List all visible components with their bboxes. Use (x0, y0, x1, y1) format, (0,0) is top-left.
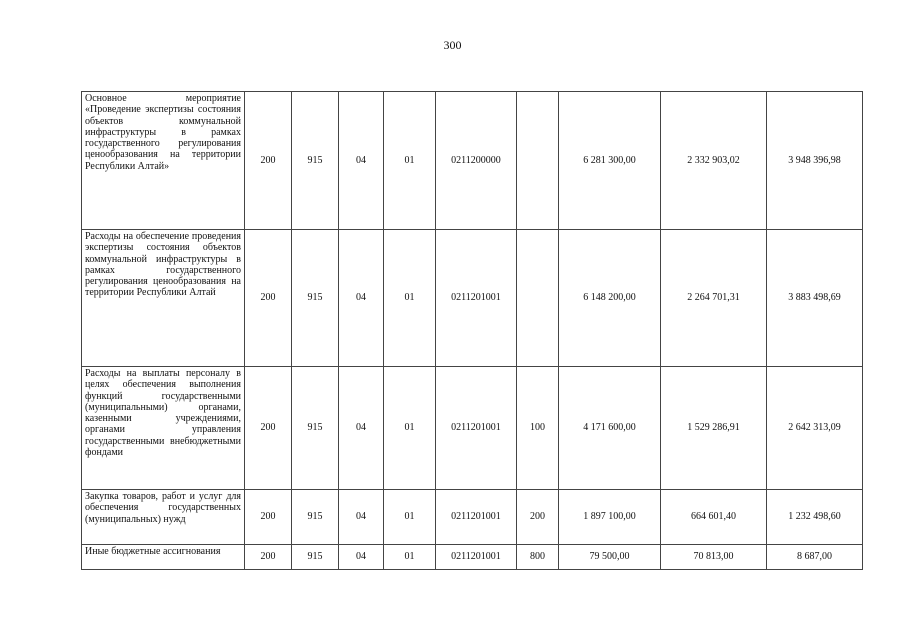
row-executed: 70 813,00 (661, 545, 767, 570)
row-target: 0211200000 (436, 92, 517, 230)
row-target: 0211201001 (436, 367, 517, 490)
row-name: Закупка товаров, работ и услуг для обеспечения государственных (муниципальных) нужд (82, 490, 245, 545)
row-subsection: 01 (384, 490, 436, 545)
row-grbs: 915 (292, 92, 339, 230)
table-row (82, 367, 863, 490)
row-remaining: 2 642 313,09 (767, 367, 863, 490)
row-vr: 200 (517, 490, 559, 545)
page-number: 300 (443, 38, 462, 52)
row-subsection: 01 (384, 230, 436, 367)
row-remaining: 3 948 396,98 (767, 92, 863, 230)
table-row (82, 230, 863, 367)
row-plan: 4 171 600,00 (559, 367, 661, 490)
row-grbs: 915 (292, 230, 339, 367)
row-target: 0211201001 (436, 545, 517, 570)
table-row (82, 490, 863, 545)
row-name: Основное мероприятие «Проведение экспертизы состояния объектов коммунальной инфраструктуры в рамках государственного регулирования ценообразования на территории Республики Алтай» (82, 92, 245, 230)
row-remaining: 1 232 498,60 (767, 490, 863, 545)
row-code: 200 (245, 490, 292, 545)
table-row (82, 92, 863, 230)
row-remaining: 3 883 498,69 (767, 230, 863, 367)
row-executed: 2 332 903,02 (661, 92, 767, 230)
row-section: 04 (339, 230, 384, 367)
row-vr: 100 (517, 367, 559, 490)
row-name: Расходы на выплаты персоналу в целях обеспечения выполнения функций государственными (муниципальными) органами, казенными учреждениями, органами управления государственными внебюджетными фондами (82, 367, 245, 490)
row-code: 200 (245, 230, 292, 367)
row-grbs: 915 (292, 367, 339, 490)
row-code: 200 (245, 367, 292, 490)
row-plan: 79 500,00 (559, 545, 661, 570)
row-target: 0211201001 (436, 490, 517, 545)
row-section: 04 (339, 92, 384, 230)
row-vr (517, 230, 559, 367)
row-vr: 800 (517, 545, 559, 570)
row-vr (517, 92, 559, 230)
row-section: 04 (339, 490, 384, 545)
row-subsection: 01 (384, 545, 436, 570)
row-target: 0211201001 (436, 230, 517, 367)
row-grbs: 915 (292, 490, 339, 545)
row-plan: 6 281 300,00 (559, 92, 661, 230)
row-executed: 1 529 286,91 (661, 367, 767, 490)
row-executed: 664 601,40 (661, 490, 767, 545)
row-section: 04 (339, 545, 384, 570)
budget-table (81, 91, 863, 570)
table-row (82, 545, 863, 570)
row-executed: 2 264 701,31 (661, 230, 767, 367)
row-plan: 1 897 100,00 (559, 490, 661, 545)
row-subsection: 01 (384, 92, 436, 230)
row-code: 200 (245, 545, 292, 570)
row-section: 04 (339, 367, 384, 490)
row-name: Иные бюджетные ассигнования (82, 545, 245, 570)
row-code: 200 (245, 92, 292, 230)
row-grbs: 915 (292, 545, 339, 570)
row-remaining: 8 687,00 (767, 545, 863, 570)
row-subsection: 01 (384, 367, 436, 490)
row-plan: 6 148 200,00 (559, 230, 661, 367)
row-name: Расходы на обеспечение проведения экспертизы состояния объектов коммунальной инфраструктуры в рамках государственного регулирования ценообразования на территории Республики Алтай (82, 230, 245, 367)
